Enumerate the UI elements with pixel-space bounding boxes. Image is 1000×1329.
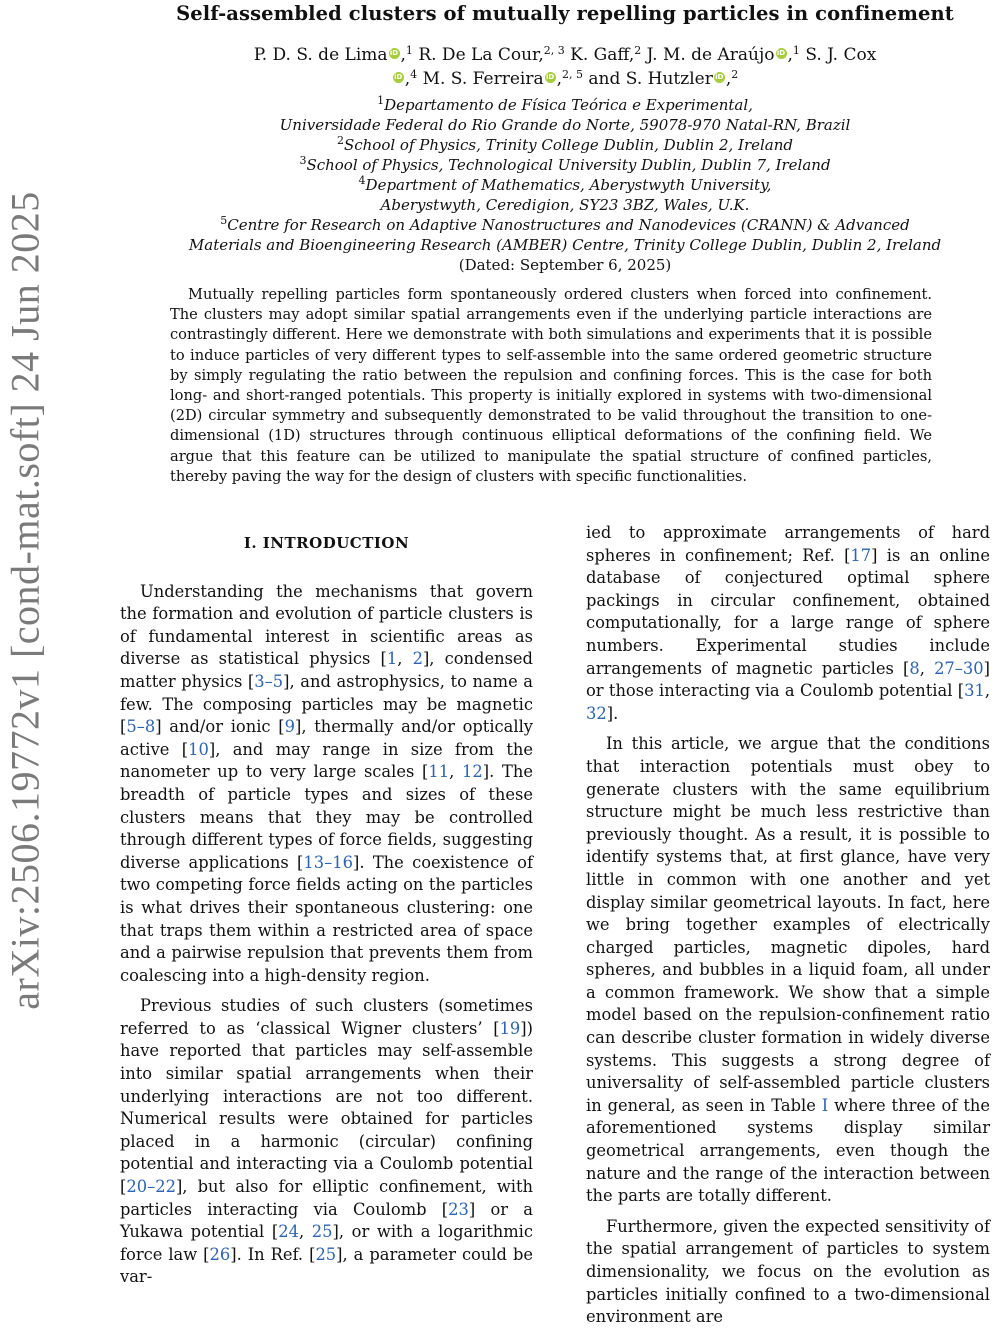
author-name: R. De La Cour	[418, 45, 539, 65]
section-heading: I. INTRODUCTION	[243, 534, 410, 552]
citation-link[interactable]: 17	[850, 545, 872, 565]
citation-link[interactable]: 12	[462, 762, 483, 782]
citation-link[interactable]: 20–22	[126, 1177, 176, 1197]
affiliation-line: Universidade Federal do Rio Grande do Norte, 59078-970 Natal-RN, Brazil	[279, 116, 851, 134]
body-paragraph: In this article, we argue that the conditions that interaction potentials must obey to generate clusters with the same equilibrium structure might be much less restrictive than previously thought. As a result, it is possible to identify systems that, at first glance, have very little in common with one another and yet display similar geometrical layouts. In fact, here we bring together examples of electrically charged particles, magnetic dipoles, hard spheres, and bubbles in a liquid foam, all under a common framework. We show that a simple model based on the repulsion-confinement ratio can describe cluster formation in widely diverse systems. This suggests a strong degree of universality of self-assembled particle clusters in general, as seen in Table I where three of the aforementioned systems display similar geometrical arrangements, even though the nature and the range of the interaction between the parts are totally different.	[586, 734, 990, 1206]
arxiv-identifier: arXiv:2506.19772v1 [cond-mat.soft] 24 Jun 2025	[2, 190, 48, 1010]
citation-link[interactable]: 10	[188, 739, 209, 759]
affiliation-number: 5	[220, 214, 228, 227]
citation-link[interactable]: 3–5	[254, 671, 284, 691]
orcid-icon[interactable]: iD	[545, 73, 555, 81]
citation-link[interactable]: 13–16	[303, 852, 353, 872]
author-name: M. S. Ferreira	[422, 69, 544, 89]
affiliation-line: Aberystwyth, Ceredigion, SY23 3BZ, Wales, U.K.	[380, 196, 750, 214]
citation-link[interactable]: 32	[586, 703, 607, 723]
citation-link[interactable]: 27–30	[934, 658, 984, 678]
affiliation-number: 4	[358, 174, 366, 187]
affiliation-line: $^3$School of Physics, Technological University Dublin, Dublin 7, Ireland	[299, 154, 831, 174]
affiliation-line: $^4$Department of Mathematics, Aberystwyth University,	[358, 174, 772, 194]
body-columns	[120, 522, 990, 1327]
author-name: J. M. de Araújo	[646, 45, 775, 65]
affiliation-number: 2	[336, 134, 344, 147]
citation-link[interactable]: 9	[284, 717, 295, 737]
affiliation-number: 3	[299, 154, 307, 167]
arxiv-side-stamp	[2, 150, 48, 1050]
citation-link[interactable]: 2	[412, 649, 423, 669]
right-column	[586, 522, 990, 1327]
affiliation-line: Materials and Bioengineering Research (AMBER) Centre, Trinity College Dublin, Dublin 2, Ireland	[188, 236, 942, 254]
affiliation-marker: 4	[410, 68, 418, 81]
affiliation-marker: 2, 5	[562, 68, 583, 81]
citation-link[interactable]: 26	[209, 1244, 231, 1264]
orcid-icon[interactable]: iD	[715, 73, 724, 81]
author-list: P. D. S. de Lima iD ,$^1$ R. De La Cour,$^{2, 3}$ K. Gaff,$^2$ J. M. de Araújo iD ,$^1$ S. J. CoxiD ,$^4$ M. S. Ferreira iD ,$^{2, 5}$ and S. Hutzler iD ,$^2$	[253, 44, 877, 89]
body-paragraph: Furthermore, given the expected sensitivity of the spatial arrangement of particles to system dimensionality, we focus on the evolution as particles initially confined to a two-dimensional environment are	[586, 1216, 990, 1327]
affiliation-list	[150, 95, 980, 255]
left-column	[120, 522, 534, 1287]
affiliation-marker: 2, 3	[543, 44, 565, 57]
abstract: Mutually repelling particles form spontaneously ordered clusters when forced into confinement. The clusters may adopt similar spatial arrangements even if the underlying particle interactions are contrastingly different. Here we demonstrate with both simulations and experiments that it is possible to induce particles of very different types to self-assemble into the same ordered geometric structure by simply regulating the ratio between the repulsion and confining forces. This is the case for both long- and short-ranged potentials. This property is initially explored in systems with two-dimensional (2D) circular symmetry and subsequently demonstrated to be valid throughout the transition to one-dimensional (1D) structures through continuous elliptical deformations of the confining field. We argue that this feature can be utilized to manipulate the spatial structure of confined particles, thereby paving the way for the design of clusters with specific functionalities.	[170, 286, 932, 485]
citation-link[interactable]: 8	[909, 658, 920, 678]
affiliation-line: $^5$Centre for Research on Adaptive Nanostructures and Nanodevices (CRANN) & Advanced	[220, 214, 910, 234]
affiliation-line: $^2$School of Physics, Trinity College Dublin, Dublin 2, Ireland	[336, 134, 794, 154]
author-name: K. Gaff	[570, 45, 629, 65]
affiliation-line: $^1$Departamento de Física Teórica e Experimental,	[377, 94, 753, 114]
orcid-icon[interactable]: iD	[394, 73, 403, 81]
affiliation-number: 1	[377, 94, 385, 107]
orcid-icon[interactable]: iD	[389, 49, 399, 57]
citation-link[interactable]: 31	[964, 681, 985, 701]
citation-link[interactable]: 25	[311, 1222, 333, 1242]
affiliation-marker: 1	[792, 44, 800, 57]
author-name: S. Hutzler	[625, 69, 713, 89]
paper-title: Self-assembled clusters of mutually repelling particles in confinement	[176, 2, 954, 25]
paper-page	[120, 0, 990, 1327]
citation-link[interactable]: 23	[448, 1199, 469, 1219]
affiliation-marker: 2	[634, 44, 642, 57]
author-name: P. D. S. de Lima	[253, 45, 388, 65]
citation-link[interactable]: 24	[278, 1222, 299, 1242]
body-paragraph: ied to approximate arrangements of hard spheres in confinement; Ref. [17] is an online database of conjectured optimal sphere packings in circular confinement, obtained computationally, for a large range of sphere numbers. Experimental studies include arrangements of magnetic particles [8, 27–30] or those interacting via a Coulomb potential [31, 32].	[586, 523, 990, 723]
citation-link[interactable]: 5–8	[126, 717, 156, 737]
citation-link[interactable]: 19	[499, 1018, 521, 1038]
citation-link[interactable]: I	[821, 1095, 829, 1115]
affiliation-marker: 1	[405, 44, 413, 57]
dated-line: (Dated: September 6, 2025)	[458, 256, 672, 274]
citation-link[interactable]: 25	[315, 1244, 337, 1264]
citation-link[interactable]: 1	[386, 649, 398, 669]
affiliation-marker: 2	[731, 68, 739, 81]
body-paragraph: Previous studies of such clusters (sometimes referred to as ‘classical Wigner clusters’ [19]) have reported that particles may self-assemble into similar spatial arrangements when their underlying interactions are not too different. Numerical results were obtained for particles placed in a harmonic (circular) confining potential and interacting via a Coulomb potential [20–22], but also for elliptic confinement, with particles interacting via Coulomb [23] or a Yukawa potential [24, 25], or with a logarithmic force law [26]. In Ref. [25], a parameter could be var-	[120, 996, 533, 1287]
body-paragraph: Understanding the mechanisms that govern the formation and evolution of particle clusters is of fundamental interest in scientific areas as diverse as statistical physics [1, 2], condensed matter physics [3–5], and astrophysics, to name a few. The composing particles may be magnetic [5–8] and/or ionic [9], thermally and/or optically active [10], and may range in size from the nanometer up to very large scales [11, 12]. The breadth of particle types and sizes of these clusters means that they may be controlled through different types of force fields, suggesting diverse applications [13–16]. The coexistence of two competing force fields acting on the particles is what drives their spontaneous clustering: one that traps them within a restricted area of space and a pairwise repulsion that prevents them from coalescing into a high-density region.	[120, 581, 534, 985]
citation-link[interactable]: 11	[428, 762, 450, 782]
orcid-icon[interactable]: iD	[776, 49, 786, 57]
author-name: S. J. Cox	[805, 45, 877, 65]
